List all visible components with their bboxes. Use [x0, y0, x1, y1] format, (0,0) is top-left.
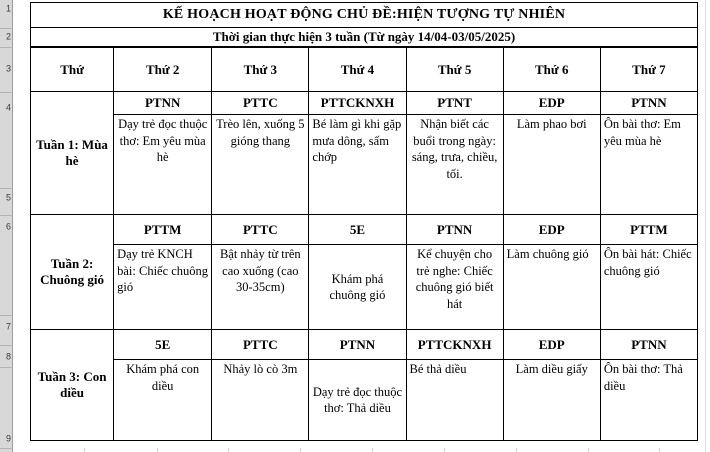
gutter-divider [0, 215, 13, 216]
grid-tick [84, 448, 85, 452]
week3-label-cell[interactable]: Tuần 3: Con diều [31, 330, 114, 441]
grid-line [705, 0, 706, 452]
activity-code-cell[interactable]: PTNN [406, 215, 503, 245]
row-number-gutter [0, 0, 13, 452]
activity-cell[interactable]: Làm diều giấy [503, 360, 600, 441]
activity-cell[interactable]: Dạy trẻ đọc thuộc thơ: Em yêu mùa hè [114, 115, 212, 215]
activity-code-cell[interactable]: PTTC [212, 215, 309, 245]
grid-tick [659, 448, 660, 452]
plan-document [30, 2, 698, 441]
week2-code-row [31, 215, 698, 245]
plan-title-cell[interactable]: KẾ HOẠCH HOẠT ĐỘNG CHỦ ĐỀ:HIỆN TƯỢNG TỰ NHIÊN [30, 2, 698, 28]
activity-cell[interactable]: Bật nhảy từ trên cao xuống (cao 30-35cm) [212, 245, 309, 330]
day-header-cell[interactable]: Thứ 6 [503, 48, 600, 92]
activity-cell[interactable]: Làm phao bơi [503, 115, 600, 215]
activity-cell[interactable]: Ôn bài hát: Chiếc chuông gió [600, 245, 697, 330]
row-number[interactable]: 1 [5, 3, 11, 14]
row-number[interactable]: 3 [5, 63, 11, 74]
activity-code-cell[interactable]: PTNN [600, 92, 697, 115]
day-header-cell[interactable]: Thứ 3 [212, 48, 309, 92]
corner-header-cell[interactable]: Thứ [31, 48, 114, 92]
activity-code-cell[interactable]: EDP [503, 92, 600, 115]
day-header-cell[interactable]: Thứ 5 [406, 48, 503, 92]
activity-cell[interactable]: Dạy trẻ đọc thuộc thơ: Thả diều [309, 360, 406, 441]
row-number[interactable]: 6 [5, 221, 11, 232]
week1-code-row [31, 92, 698, 115]
day-header-cell[interactable]: Thứ 4 [309, 48, 406, 92]
grid-tick [157, 448, 158, 452]
row-number[interactable]: 8 [5, 351, 11, 362]
grid-tick [300, 448, 301, 452]
activity-code-cell[interactable]: PTTC [212, 330, 309, 360]
activity-code-cell[interactable]: EDP [503, 215, 600, 245]
activity-code-cell[interactable]: PTNN [600, 330, 697, 360]
row-number[interactable]: 7 [5, 321, 11, 332]
gutter-divider [0, 188, 13, 189]
activity-code-cell[interactable]: 5E [309, 215, 406, 245]
activity-cell[interactable]: Bé thả diều [406, 360, 503, 441]
day-header-cell[interactable]: Thứ 2 [114, 48, 212, 92]
activity-cell[interactable]: Làm chuông gió [503, 245, 600, 330]
grid-tick [228, 448, 229, 452]
activity-code-cell[interactable]: PTTC [212, 92, 309, 115]
week3-code-row [31, 330, 698, 360]
activity-code-cell[interactable]: PTNN [114, 92, 212, 115]
plan-duration-cell[interactable]: Thời gian thực hiện 3 tuần (Từ ngày 14/04-03/05/2025) [30, 28, 698, 47]
gutter-divider [0, 448, 13, 449]
day-header-cell[interactable]: Thứ 7 [600, 48, 697, 92]
activity-code-cell[interactable]: 5E [114, 330, 212, 360]
schedule-table [30, 47, 698, 441]
activity-code-cell[interactable]: PTTM [114, 215, 212, 245]
activity-cell[interactable]: Nhận biết các buổi trong ngày: sáng, trưa, chiều, tối. [406, 115, 503, 215]
activity-code-cell[interactable]: PTNT [406, 92, 503, 115]
activity-code-cell[interactable]: PTTCKNXH [406, 330, 503, 360]
activity-code-cell[interactable]: PTTCKNXH [309, 92, 406, 115]
gutter-divider [0, 315, 13, 316]
activity-cell[interactable]: Trèo lên, xuống 5 gióng thang [212, 115, 309, 215]
gutter-divider [0, 367, 13, 368]
activity-cell[interactable]: Khám phá con diều [114, 360, 212, 441]
week2-label-cell[interactable]: Tuần 2: Chuông gió [31, 215, 114, 330]
week1-activity-row [31, 115, 698, 215]
grid-tick [444, 448, 445, 452]
activity-code-cell[interactable]: PTNN [309, 330, 406, 360]
activity-cell[interactable]: Khám phá chuông gió [309, 245, 406, 330]
grid-tick [372, 448, 373, 452]
gutter-divider [0, 28, 13, 29]
row-number[interactable]: 5 [5, 192, 11, 203]
activity-cell[interactable]: Nhảy lò cò 3m [212, 360, 309, 441]
week3-activity-row [31, 360, 698, 441]
week2-activity-row [31, 245, 698, 330]
gutter-divider [0, 92, 13, 93]
grid-tick [516, 448, 517, 452]
gutter-divider [0, 345, 13, 346]
activity-code-cell[interactable]: EDP [503, 330, 600, 360]
gutter-divider [0, 47, 13, 48]
row-number[interactable]: 4 [5, 102, 11, 113]
activity-cell[interactable]: Dạy trẻ KNCH bài: Chiếc chuông gió [114, 245, 212, 330]
week1-label-cell[interactable]: Tuần 1: Mùa hè [31, 92, 114, 215]
row-number[interactable]: 2 [5, 31, 11, 42]
activity-cell[interactable]: Ôn bài thơ: Thả diều [600, 360, 697, 441]
row-number[interactable]: 9 [5, 433, 11, 444]
activity-cell[interactable]: Ôn bài thơ: Em yêu mùa hè [600, 115, 697, 215]
day-header-row [31, 48, 698, 92]
activity-code-cell[interactable]: PTTM [600, 215, 697, 245]
grid-tick [588, 448, 589, 452]
activity-cell[interactable]: Bé làm gì khi gặp mưa dông, sấm chớp [309, 115, 406, 215]
activity-cell[interactable]: Kể chuyện cho trẻ nghe: Chiếc chuông gió biết hát [406, 245, 503, 330]
